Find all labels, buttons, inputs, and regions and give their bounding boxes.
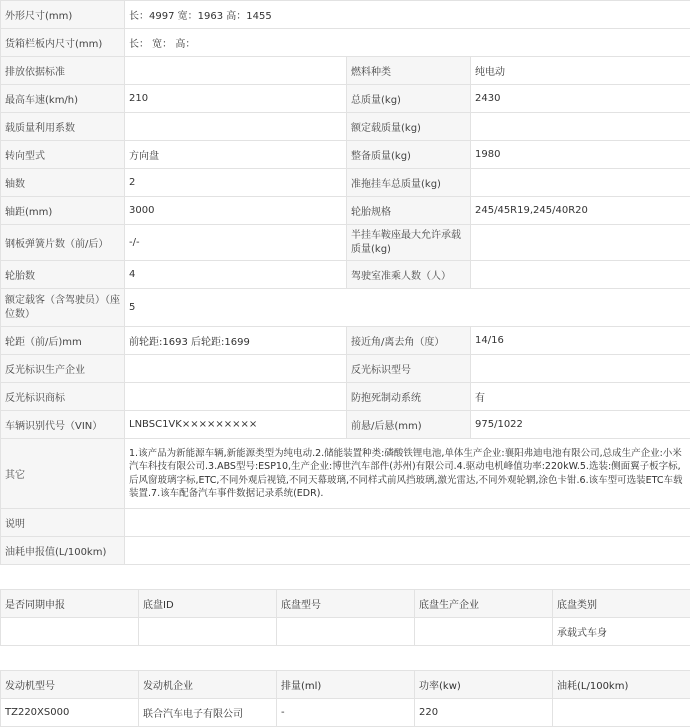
- table-cell: 220: [415, 699, 553, 727]
- table-cell: [553, 699, 690, 727]
- spec-row: [1, 383, 690, 411]
- spec-row: [1, 261, 690, 289]
- spec-value: 1980: [471, 141, 690, 169]
- table-row: [1, 699, 690, 727]
- spec-value: [471, 261, 690, 289]
- spec-value: [125, 383, 347, 411]
- spec-value: 有: [471, 383, 690, 411]
- spec-label: 钢板弹簧片数（前/后）: [1, 225, 125, 261]
- spec-row: [1, 289, 690, 327]
- spec-row: [1, 327, 690, 355]
- spec-label: 油耗申报值(L/100km): [1, 537, 125, 565]
- spec-value: 2430: [471, 85, 690, 113]
- spec-row: [1, 85, 690, 113]
- column-header: 底盘类别: [553, 590, 690, 618]
- spec-label: 货箱栏板内尺寸(mm): [1, 29, 125, 57]
- spec-label: 额定载客（含驾驶员）（座位数）: [1, 289, 125, 327]
- spec-row: [1, 509, 690, 537]
- spec-value: [471, 113, 690, 141]
- spec-value: [471, 225, 690, 261]
- column-header: 排量(ml): [277, 671, 415, 699]
- chassis-header-row: [1, 590, 690, 618]
- spec-value: 14/16: [471, 327, 690, 355]
- spec-label: 反光标识生产企业: [1, 355, 125, 383]
- spec-label: 整备质量(kg): [347, 141, 471, 169]
- spec-label: 反光标识商标: [1, 383, 125, 411]
- spec-value: 长：4997 宽：1963 高：1455: [125, 1, 690, 29]
- section-gap: [0, 646, 690, 670]
- spec-label: 接近角/离去角（度）: [347, 327, 471, 355]
- section-gap: [0, 565, 690, 589]
- spec-value: [125, 537, 690, 565]
- column-header: 底盘ID: [139, 590, 277, 618]
- spec-label: 载质量利用系数: [1, 113, 125, 141]
- spec-label: 排放依据标准: [1, 57, 125, 85]
- spec-label: 轮胎数: [1, 261, 125, 289]
- spec-value: 4: [125, 261, 347, 289]
- spec-label: 轴距(mm): [1, 197, 125, 225]
- spec-row: [1, 197, 690, 225]
- spec-label: 驾驶室准乘人数（人）: [347, 261, 471, 289]
- spec-label: 转向型式: [1, 141, 125, 169]
- engine-header-row: [1, 671, 690, 699]
- spec-label: 反光标识型号: [347, 355, 471, 383]
- column-header: 功率(kw): [415, 671, 553, 699]
- spec-value: 3000: [125, 197, 347, 225]
- spec-value: -/-: [125, 225, 347, 261]
- spec-value: [471, 355, 690, 383]
- engine-table: [0, 670, 690, 727]
- spec-label: 总质量(kg): [347, 85, 471, 113]
- table-cell: [139, 618, 277, 646]
- table-cell: -: [277, 699, 415, 727]
- spec-row: [1, 57, 690, 85]
- spec-label: 半挂车鞍座最大允许承载质量(kg): [347, 225, 471, 261]
- spec-value: [471, 169, 690, 197]
- spec-value: [125, 509, 690, 537]
- column-header: 是否同期申报: [1, 590, 139, 618]
- spec-value: [125, 57, 347, 85]
- spec-label: 防抱死制动系统: [347, 383, 471, 411]
- spec-row: [1, 225, 690, 261]
- spec-label: 轮距（前/后)mm: [1, 327, 125, 355]
- spec-label: 准拖挂车总质量(kg): [347, 169, 471, 197]
- spec-row: [1, 537, 690, 565]
- spec-row: [1, 355, 690, 383]
- spec-value: 210: [125, 85, 347, 113]
- spec-value: [125, 355, 347, 383]
- spec-row: [1, 169, 690, 197]
- spec-value: 975/1022: [471, 411, 690, 439]
- spec-value: 2: [125, 169, 347, 197]
- spec-value: 方向盘: [125, 141, 347, 169]
- table-cell: 联合汽车电子有限公司: [139, 699, 277, 727]
- spec-row: [1, 113, 690, 141]
- spec-row: [1, 29, 690, 57]
- table-cell: [277, 618, 415, 646]
- spec-row: [1, 439, 690, 509]
- column-header: 底盘生产企业: [415, 590, 553, 618]
- table-row: [1, 618, 690, 646]
- spec-value: [125, 113, 347, 141]
- column-header: 油耗(L/100km): [553, 671, 690, 699]
- table-cell: TZ220XS000: [1, 699, 139, 727]
- spec-row: [1, 1, 690, 29]
- spec-value: 245/45R19,245/40R20: [471, 197, 690, 225]
- spec-label: 外形尺寸(mm): [1, 1, 125, 29]
- spec-label: 最高车速(km/h): [1, 85, 125, 113]
- column-header: 发动机企业: [139, 671, 277, 699]
- spec-label: 前悬/后悬(mm): [347, 411, 471, 439]
- spec-label: 燃料种类: [347, 57, 471, 85]
- spec-label: 额定载质量(kg): [347, 113, 471, 141]
- spec-value: 长： 宽： 高：: [125, 29, 690, 57]
- vin-value: LNBSC1VK×××××××××: [125, 411, 347, 439]
- table-cell: 承载式车身: [553, 618, 690, 646]
- table-cell: [415, 618, 553, 646]
- chassis-table: [0, 589, 690, 646]
- spec-value: 5: [125, 289, 690, 327]
- column-header: 发动机型号: [1, 671, 139, 699]
- spec-row: [1, 411, 690, 439]
- spec-row: [1, 141, 690, 169]
- spec-value: 纯电动: [471, 57, 690, 85]
- column-header: 底盘型号: [277, 590, 415, 618]
- spec-value: 前轮距:1693 后轮距:1699: [125, 327, 347, 355]
- table-cell: [1, 618, 139, 646]
- spec-label: 轴数: [1, 169, 125, 197]
- spec-label: 其它: [1, 439, 125, 509]
- other-notes: 1.该产品为新能源车辆,新能源类型为纯电动.2.储能装置种类:磷酸铁锂电池,单体生产企业:襄阳弗迪电池有限公司,总成生产企业:小米汽车科技有限公司.3.ABS型号:ESP10,生产企业:博世汽车部件(苏州)有限公司.4.驱动电机峰值功率:220kW.5.选装:侧面翼子板字标,后风窗玻璃字标,ETC,不同外观后视镜,不同天幕玻璃,不同样式前风挡玻璃,激光雷达,不同外观轮辋,涂色卡钳.6.该车型可选装ETC车载装置.7.该车配备汽车事件数据记录系统(EDR).: [125, 439, 690, 509]
- spec-label: 轮胎规格: [347, 197, 471, 225]
- spec-label: 车辆识别代号（VIN）: [1, 411, 125, 439]
- spec-label: 说明: [1, 509, 125, 537]
